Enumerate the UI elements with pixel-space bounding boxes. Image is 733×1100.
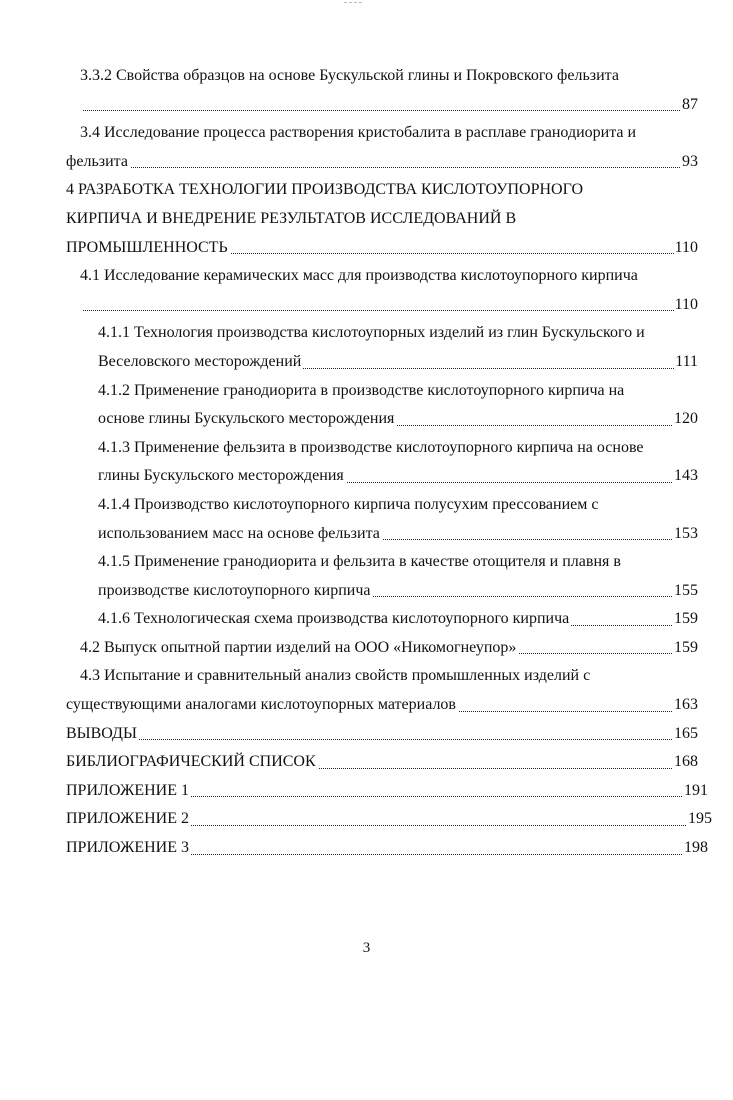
toc-entry-appendix-2[interactable] bbox=[66, 805, 712, 834]
toc-entry-4-1-4[interactable]: 4.1.4 Производство кислотоупорного кирпича полусухим прессованием с использованием масс на основе фельзита 153 bbox=[66, 491, 698, 548]
toc-entry-title: 4.2 Выпуск опытной партии изделий на ООО «Никомогнеупор» bbox=[80, 638, 517, 656]
toc-entry-3-4[interactable]: 3.4 Исследование процесса растворения кристобалита в расплаве гранодиорита и фельзита 93 bbox=[66, 119, 698, 176]
toc-entry-4-3[interactable]: 4.3 Испытание и сравнительный анализ свойств промышленных изделий с существующими аналогами кислотоупорных материалов 163 bbox=[66, 662, 698, 719]
toc-entry-title: 4.1.2 Применение гранодиорита в производстве кислотоупорного кирпича на bbox=[98, 381, 625, 399]
toc-entry-appendix-3[interactable] bbox=[66, 834, 708, 863]
toc-entry-title: 3.3.2 Свойства образцов на основе Бускульской глины и Покровского фельзита bbox=[80, 67, 619, 84]
toc-entry-page: 110 bbox=[674, 291, 698, 320]
toc-entry-page: 195 bbox=[687, 805, 712, 834]
toc-entry-4-1[interactable] bbox=[66, 262, 698, 319]
toc-entry-3-3-2[interactable] bbox=[66, 62, 698, 119]
toc-entry-page: 153 bbox=[673, 520, 698, 549]
toc-entry-title: 4.3 Испытание и сравнительный анализ свойств промышленных изделий с bbox=[80, 667, 591, 685]
top-edge-mark bbox=[344, 0, 362, 4]
toc-entry-page: 165 bbox=[673, 720, 698, 749]
page-number: 3 bbox=[362, 940, 371, 956]
toc-entry-title: 4.1.3 Применение фельзита в производстве кислотоупорного кирпича на основе bbox=[98, 438, 644, 456]
toc-entry-appendix-1[interactable] bbox=[66, 777, 708, 806]
toc-entry-4-1-3[interactable]: 4.1.3 Применение фельзита в производстве кислотоупорного кирпича на основе глины Бускульского месторождения 143 bbox=[66, 434, 698, 491]
toc-entry-page: 111 bbox=[674, 348, 698, 377]
toc-entry-title: ВЫВОДЫ bbox=[66, 724, 137, 742]
toc-entry-title: ПРИЛОЖЕНИЕ 2 bbox=[66, 810, 190, 828]
toc-entry-4-1-2[interactable]: 4.1.2 Применение гранодиорита в производстве кислотоупорного кирпича на основе глины Бускульского месторождения 120 bbox=[66, 377, 698, 434]
toc-entry-page: 168 bbox=[673, 748, 698, 777]
toc-entry-page: 163 bbox=[673, 691, 698, 720]
toc-entry-title: 4 РАЗРАБОТКА ТЕХНОЛОГИИ ПРОИЗВОДСТВА КИСЛОТОУПОРНОГО bbox=[66, 181, 583, 199]
toc-entry-title: 4.1 Исследование керамических масс для производства кислотоупорного кирпича bbox=[80, 267, 638, 285]
toc-entry-page: 155 bbox=[673, 577, 698, 606]
toc-entry-page: 159 bbox=[673, 605, 698, 634]
toc-entry-4[interactable]: 4 РАЗРАБОТКА ТЕХНОЛОГИИ ПРОИЗВОДСТВА КИСЛОТОУПОРНОГО КИРПИЧА И ВНЕДРЕНИЕ РЕЗУЛЬТАТОВ ИССЛЕДОВАНИЙ В ПРОМЫШЛЕННОСТЬ 110 bbox=[66, 176, 698, 262]
toc-entry-bibliography[interactable] bbox=[66, 748, 698, 777]
toc-entry-page: 110 bbox=[674, 234, 698, 263]
table-of-contents bbox=[66, 62, 712, 863]
toc-entry-4-2[interactable] bbox=[66, 634, 698, 663]
toc-entry-page: 143 bbox=[673, 462, 698, 491]
toc-entry-title: 4.1.1 Технология производства кислотоупорных изделий из глин Бускульского и bbox=[98, 324, 645, 342]
toc-entry-page: 159 bbox=[673, 634, 698, 663]
toc-entry-title: БИБЛИОГРАФИЧЕСКИЙ СПИСОК bbox=[66, 753, 316, 771]
toc-entry-conclusions[interactable] bbox=[66, 720, 698, 749]
toc-entry-title: 3.4 Исследование процесса растворения кристобалита в расплаве гранодиорита и bbox=[80, 124, 637, 142]
toc-entry-title: ПРИЛОЖЕНИЕ 3 bbox=[66, 839, 190, 857]
toc-entry-title: 4.1.5 Применение гранодиорита и фельзита в качестве отощителя и плавня в bbox=[98, 553, 621, 571]
toc-entry-title: 4.1.6 Технологическая схема производства кислотоупорного кирпича bbox=[98, 610, 570, 628]
toc-entry-page: 120 bbox=[673, 405, 698, 434]
toc-entry-title: 4.1.4 Производство кислотоупорного кирпича полусухим прессованием с bbox=[98, 495, 599, 513]
toc-entry-page: 198 bbox=[683, 834, 708, 863]
toc-entry-page: 93 bbox=[681, 148, 698, 177]
toc-entry-4-1-1[interactable]: 4.1.1 Технология производства кислотоупорных изделий из глин Бускульского и Веселовского месторождений 111 bbox=[66, 319, 698, 376]
toc-entry-4-1-6[interactable] bbox=[66, 605, 698, 634]
toc-entry-page: 87 bbox=[681, 91, 698, 120]
toc-entry-4-1-5[interactable]: 4.1.5 Применение гранодиорита и фельзита в качестве отощителя и плавня в производстве кислотоупорного кирпича 155 bbox=[66, 548, 698, 605]
toc-entry-title: ПРИЛОЖЕНИЕ 1 bbox=[66, 781, 190, 799]
toc-entry-page: 191 bbox=[683, 777, 708, 806]
